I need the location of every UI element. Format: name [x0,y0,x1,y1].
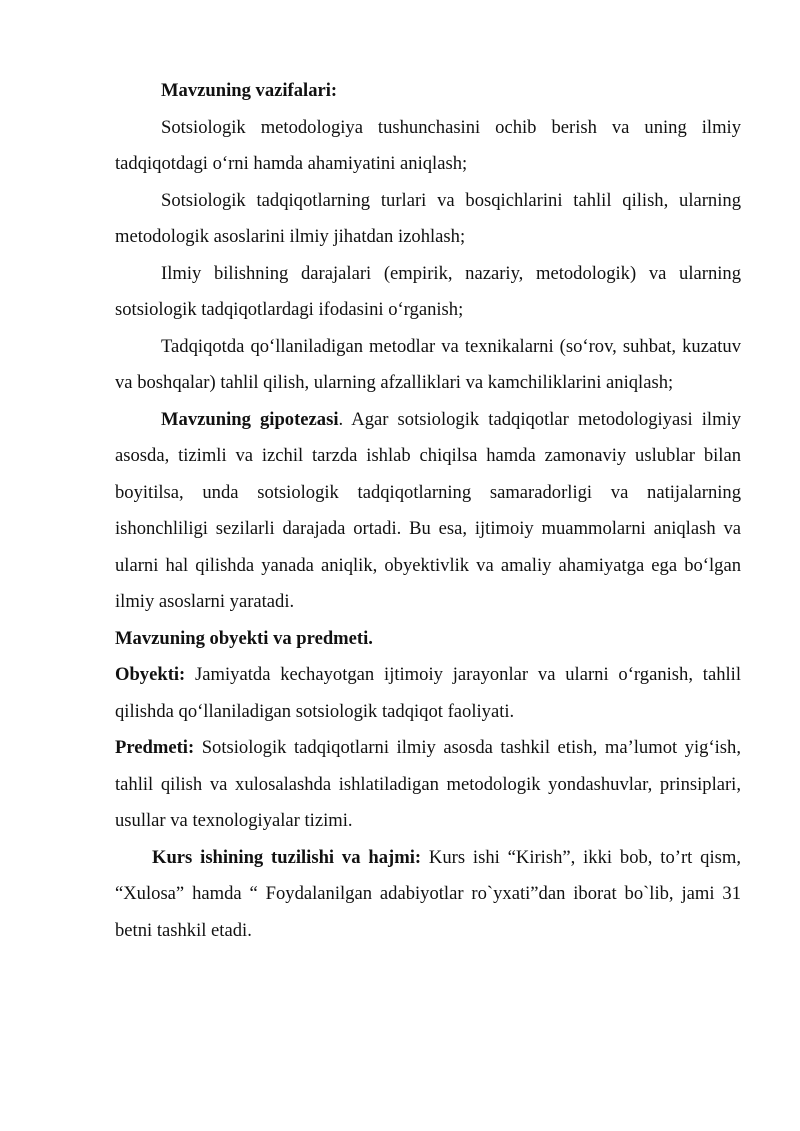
structure-paragraph [115,840,741,950]
task-paragraph-1: Sotsiologik metodologiya tushunchasini ochib berish va uning ilmiy tadqiqotdagi o‘rni hamda ahamiyatini aniqlash; [115,116,741,174]
task-paragraph-3: Ilmiy bilishning darajalari (empirik, nazariy, metodologik) va ularning sotsiologik tadqiqotlardagi ifodasini o‘rganish; [115,262,741,320]
subject-text: Sotsiologik tadqiqotlarni ilmiy asosda tashkil etish, ma’lumot yig‘ish, tahlil qilish va xulosalashda ishlatiladigan metodologik yondashuvlar, prinsiplari, usullar va texnologiyalar tizimi. [115,737,741,831]
structure-text: Kurs ishi “Kirish”, ikki bob, to’rt qism, “Xulosa” hamda “ Foydalanilgan adabiyotlar ro`yxati”dan iborat bo`lib, jami 31 betni tashkil etadi. [115,846,741,941]
hypothesis-paragraph [115,402,741,621]
object-subject-heading: Mavzuning obyekti va predmeti. [115,627,373,649]
structure-label: Kurs ishining tuzilishi va hajmi: [152,846,422,868]
subject-label: Predmeti: [115,737,195,758]
tasks-heading: Mavzuning vazifalari: [161,80,338,101]
object-paragraph [115,657,741,730]
hypothesis-label: Mavzuning gipotezasi [161,408,339,430]
hypothesis-punct: . [338,408,344,430]
hypothesis-text: Agar sotsiologik tadqiqotlar metodologiyasi ilmiy asosda, tizimli va izchil tarzda ishlab chiqilsa hamda zamonaviy uslublar bilan boyitilsa, unda sotsiologik tadqiqotlarning samaradorligi va natijalarning ishonchliligi sezilarli darajada ortadi. Bu esa, ijtimoiy muammolarni aniqlash va ularni hal qilishda yanada aniqlik, obyektivlik va amaliy ahamiyatga ega bo‘lgan ilmiy asoslarni yaratadi. [115,408,742,612]
task-paragraph-2: Sotsiologik tadqiqotlarning turlari va bosqichlarini tahlil qilish, ularning metodologik asoslarini ilmiy jihatdan izohlash; [115,189,741,247]
object-text: Jamiyatda kechayotgan ijtimoiy jarayonlar va ularni o‘rganish, tahlil qilishda qo‘llaniladigan sotsiologik tadqiqot faoliyati. [115,664,741,722]
task-paragraph-4: Tadqiqotda qo‘llaniladigan metodlar va texnikalarni (so‘rov, suhbat, kuzatuv va boshqalar) tahlil qilish, ularning afzalliklari va kamchiliklarini aniqlash; [115,335,741,393]
subject-paragraph [115,730,741,840]
document-page [115,73,741,949]
object-label: Obyekti: [115,664,186,685]
